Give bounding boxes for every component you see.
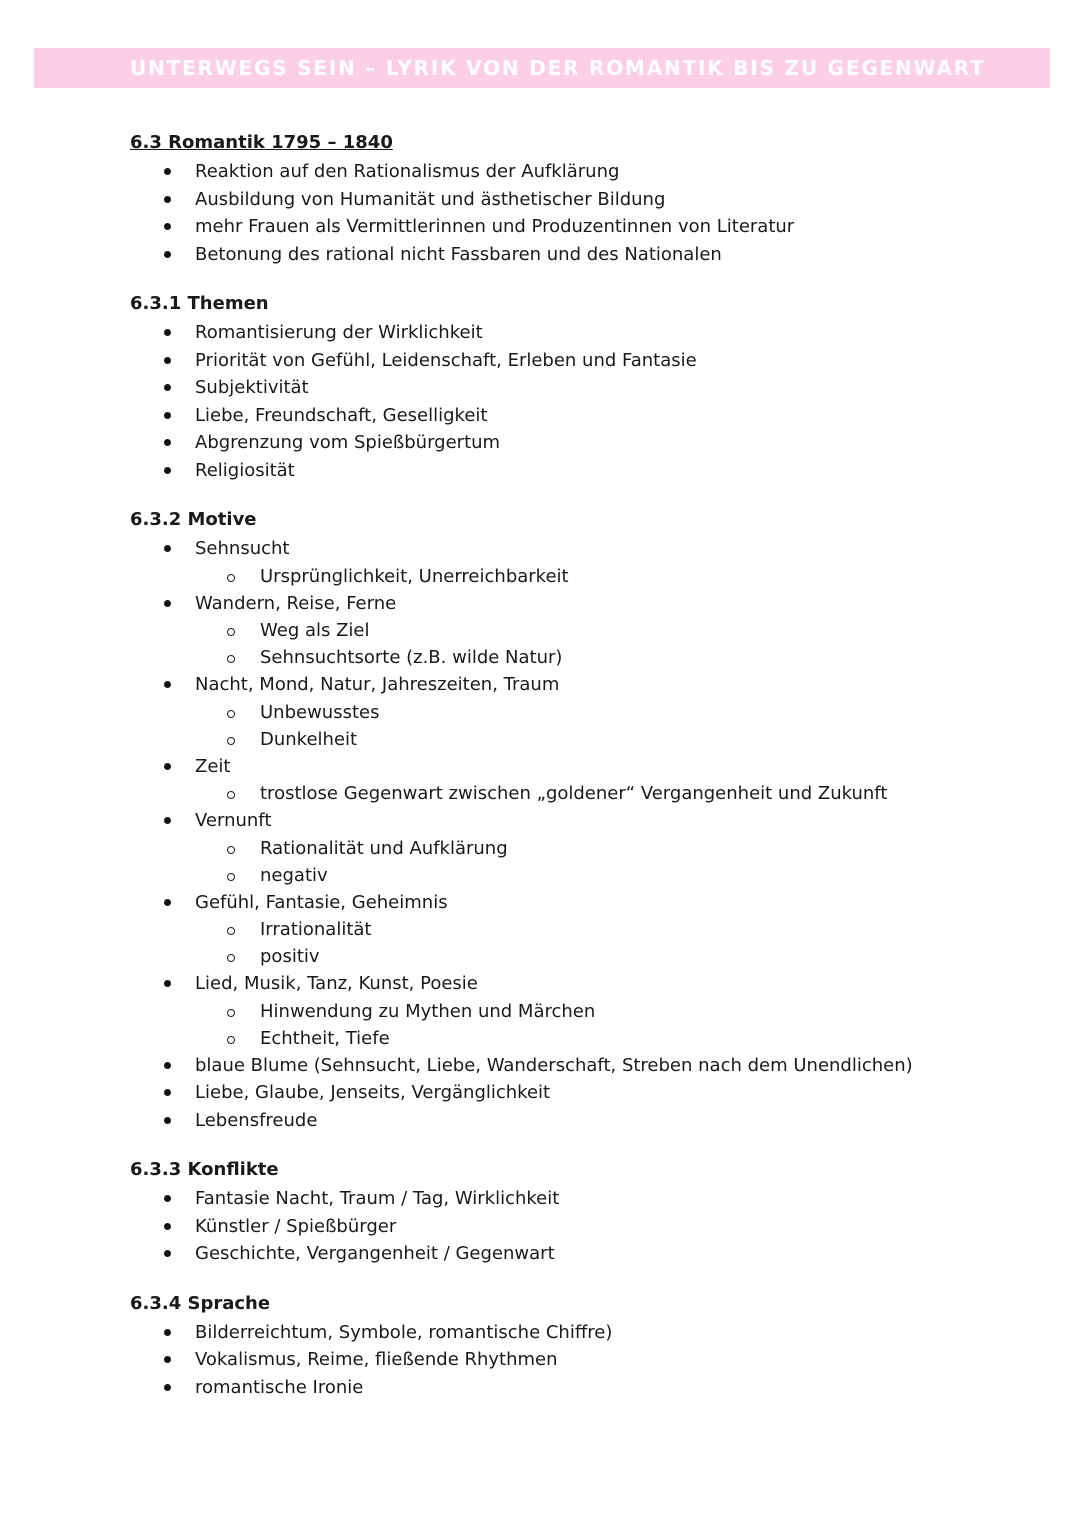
circle-bullet-icon [227, 873, 235, 881]
sub-list-item-text: Weg als Ziel [260, 620, 370, 641]
list-item [130, 1240, 1010, 1268]
bullet-icon [164, 545, 171, 552]
list-item [130, 1319, 1010, 1347]
list-item [130, 402, 1010, 430]
list-item [130, 753, 1010, 808]
sub-list-item-text: trostlose Gegenwart zwischen „goldener“ Vergangenheit und Zukunft [260, 783, 888, 804]
bullet-icon [164, 1384, 171, 1391]
section-heading: 6.3 Romantik 1795 – 1840 [130, 132, 393, 153]
list-item [130, 1079, 1010, 1107]
sub-list-item [195, 916, 1010, 943]
list-item-text: Nacht, Mond, Natur, Jahreszeiten, Traum [195, 674, 560, 695]
bullet-icon [164, 681, 171, 688]
list-item-text: Liebe, Glaube, Jenseits, Vergänglichkeit [195, 1082, 551, 1103]
bullet-list [130, 1319, 1010, 1402]
list-item-text: romantische Ironie [195, 1376, 364, 1398]
sub-list-item-text: Sehnsuchtsorte (z.B. wilde Natur) [260, 647, 563, 668]
list-item-text: Subjektivität [195, 377, 309, 398]
bullet-icon [164, 168, 171, 175]
list-item-text: Vokalismus, Reime, fließende Rhythmen [195, 1349, 558, 1370]
bullet-list [130, 158, 1010, 268]
list-item [130, 158, 1010, 186]
list-item [130, 807, 1010, 889]
circle-bullet-icon [227, 846, 235, 854]
list-item-text: Zeit [195, 755, 231, 777]
bullet-icon [164, 357, 171, 364]
bullet-icon [164, 412, 171, 419]
list-item-text: Liebe, Freundschaft, Geselligkeit [195, 404, 488, 426]
sub-list-item [195, 644, 1010, 671]
circle-bullet-icon [227, 1009, 235, 1017]
bullet-list [130, 319, 1010, 484]
section-heading: 6.3.2 Motive [130, 509, 257, 530]
list-item-text: Priorität von Gefühl, Leidenschaft, Erleben und Fantasie [195, 349, 697, 371]
sub-list-item [195, 780, 1010, 807]
sub-list-item-text: positiv [260, 946, 320, 967]
sub-list-item-text: negativ [260, 864, 328, 886]
list-item-text: Abgrenzung vom Spießbürgertum [195, 432, 501, 453]
circle-bullet-icon [227, 655, 235, 663]
list-item-text: Lied, Musik, Tanz, Kunst, Poesie [195, 973, 478, 994]
sub-list-item [195, 943, 1010, 970]
header-bar [34, 48, 1050, 88]
list-item [130, 1213, 1010, 1241]
circle-bullet-icon [227, 927, 235, 935]
sub-list [195, 563, 1010, 590]
sub-list-item-text: Rationalität und Aufklärung [260, 837, 508, 859]
sub-list-item-text: Unbewusstes [260, 701, 380, 723]
bullet-icon [164, 1089, 171, 1096]
sub-list [195, 998, 1010, 1052]
list-item-text: Romantisierung der Wirklichkeit [195, 322, 483, 343]
sub-list-item [195, 862, 1010, 889]
list-item-text: Religiosität [195, 459, 295, 481]
header-title: UNTERWEGS SEIN – LYRIK VON DER ROMANTIK BIS ZU GEGENWART [130, 56, 986, 80]
list-item [130, 241, 1010, 269]
list-item [130, 671, 1010, 753]
section [130, 1292, 1010, 1402]
bullet-icon [164, 1223, 171, 1230]
bullet-icon [164, 1062, 171, 1069]
bullet-icon [164, 1356, 171, 1363]
circle-bullet-icon [227, 791, 235, 799]
sub-list-item [195, 1025, 1010, 1052]
bullet-icon [164, 600, 171, 607]
list-item-text: Künstler / Spießbürger [195, 1215, 397, 1237]
sub-list-item [195, 563, 1010, 590]
list-item [130, 347, 1010, 375]
sub-list-item-text: Hinwendung zu Mythen und Märchen [260, 1000, 596, 1022]
list-item [130, 429, 1010, 457]
list-item [130, 319, 1010, 347]
bullet-icon [164, 763, 171, 770]
section-heading: 6.3.4 Sprache [130, 1292, 271, 1314]
section [130, 292, 1010, 484]
sub-list-item-text: Dunkelheit [260, 728, 358, 750]
section-heading: 6.3.3 Konflikte [130, 1159, 279, 1180]
section [130, 508, 1010, 1134]
sub-list [195, 617, 1010, 671]
circle-bullet-icon [227, 574, 235, 582]
bullet-icon [164, 1195, 171, 1202]
bullet-list [130, 1185, 1010, 1268]
bullet-icon [164, 329, 171, 336]
circle-bullet-icon [227, 737, 235, 745]
bullet-icon [164, 817, 171, 824]
list-item-text: Gefühl, Fantasie, Geheimnis [195, 891, 448, 913]
list-item [130, 1374, 1010, 1402]
sub-list-item [195, 726, 1010, 753]
list-item [130, 1052, 1010, 1080]
bullet-list [130, 535, 1010, 1134]
list-item [130, 457, 1010, 485]
list-item [130, 1107, 1010, 1135]
list-item-text: Bilderreichtum, Symbole, romantische Chiffre) [195, 1321, 613, 1343]
list-item [130, 374, 1010, 402]
bullet-icon [164, 1117, 171, 1124]
list-item-text: Sehnsucht [195, 538, 290, 559]
list-item-text: Reaktion auf den Rationalismus der Aufklärung [195, 161, 620, 182]
list-item [130, 1346, 1010, 1374]
list-item [130, 590, 1010, 672]
sub-list-item [195, 835, 1010, 862]
bullet-icon [164, 1329, 171, 1336]
bullet-icon [164, 196, 171, 203]
sub-list-item [195, 617, 1010, 644]
list-item [130, 970, 1010, 1052]
list-item [130, 213, 1010, 241]
section [130, 131, 1010, 268]
sub-list-item-text: Irrationalität [260, 919, 372, 940]
document-body [130, 131, 1010, 1425]
circle-bullet-icon [227, 954, 235, 962]
list-item [130, 535, 1010, 590]
sub-list-item-text: Echtheit, Tiefe [260, 1027, 390, 1049]
sub-list [195, 916, 1010, 970]
sub-list-item-text: Ursprünglichkeit, Unerreichbarkeit [260, 565, 569, 587]
circle-bullet-icon [227, 628, 235, 636]
list-item-text: Lebensfreude [195, 1109, 318, 1131]
sub-list-item [195, 699, 1010, 726]
list-item-text: Vernunft [195, 810, 272, 831]
circle-bullet-icon [227, 710, 235, 718]
sub-list [195, 780, 1010, 807]
section-heading: 6.3.1 Themen [130, 293, 269, 314]
bullet-icon [164, 980, 171, 987]
bullet-icon [164, 1250, 171, 1257]
list-item [130, 1185, 1010, 1213]
list-item-text: Fantasie Nacht, Traum / Tag, Wirklichkeit [195, 1188, 560, 1209]
list-item-text: Ausbildung von Humanität und ästhetischer Bildung [195, 188, 666, 210]
list-item-text: mehr Frauen als Vermittlerinnen und Produzentinnen von Literatur [195, 216, 795, 237]
section [130, 1158, 1010, 1268]
bullet-icon [164, 899, 171, 906]
bullet-icon [164, 251, 171, 258]
circle-bullet-icon [227, 1036, 235, 1044]
bullet-icon [164, 223, 171, 230]
list-item-text: Wandern, Reise, Ferne [195, 592, 397, 614]
bullet-icon [164, 467, 171, 474]
list-item-text: blaue Blume (Sehnsucht, Liebe, Wanderschaft, Streben nach dem Unendlichen) [195, 1054, 913, 1076]
sub-list [195, 699, 1010, 753]
list-item-text: Betonung des rational nicht Fassbaren und des Nationalen [195, 243, 722, 265]
sub-list [195, 835, 1010, 889]
bullet-icon [164, 384, 171, 391]
list-item [130, 186, 1010, 214]
sub-list-item [195, 998, 1010, 1025]
list-item-text: Geschichte, Vergangenheit / Gegenwart [195, 1243, 555, 1264]
list-item [130, 889, 1010, 971]
bullet-icon [164, 439, 171, 446]
